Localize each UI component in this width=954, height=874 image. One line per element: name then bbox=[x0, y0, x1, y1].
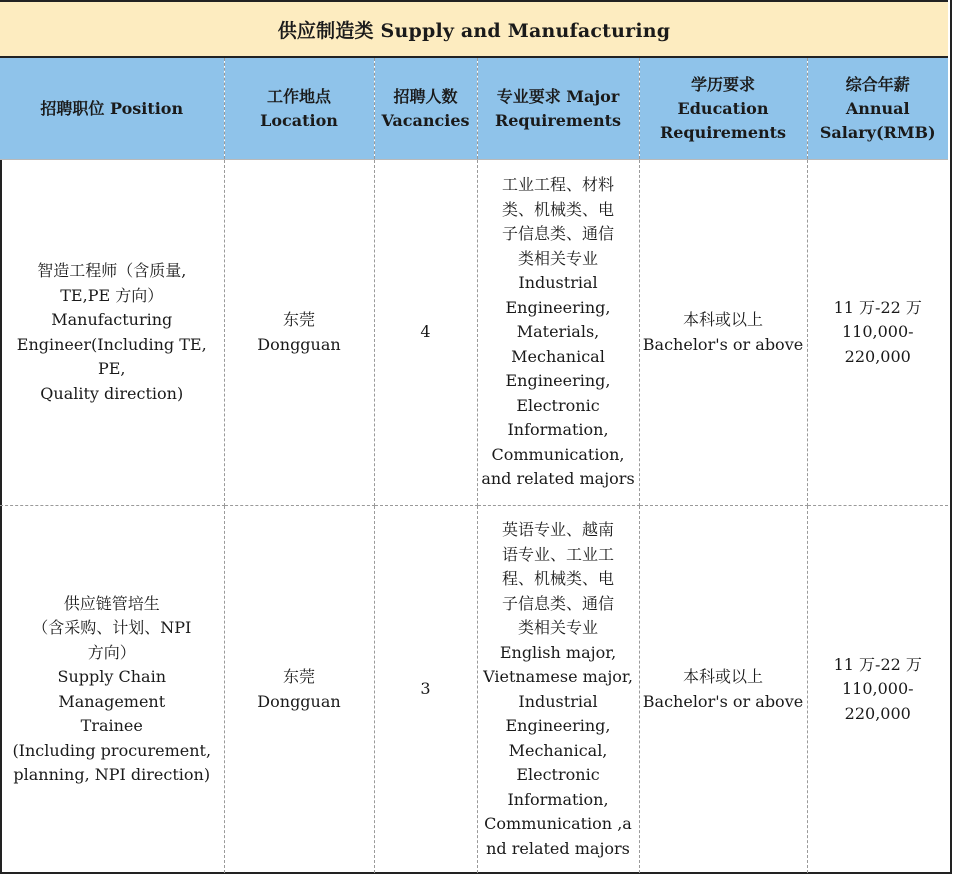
cell-line: Requirements bbox=[659, 122, 787, 142]
cell-location bbox=[224, 160, 374, 506]
cell-line: Engineering, bbox=[505, 371, 611, 391]
cell-line: Engineer(Including TE, PE, bbox=[16, 334, 207, 378]
title-text: 供应制造类 Supply and Manufacturing bbox=[277, 19, 671, 42]
cell-line: 类相关专业 bbox=[517, 618, 598, 637]
cell-major bbox=[477, 506, 639, 874]
cell-position bbox=[0, 506, 224, 874]
cell-line: Bachelor's or above bbox=[642, 334, 804, 354]
cell-line: 方向） bbox=[87, 642, 136, 662]
header-education bbox=[639, 58, 807, 160]
cell-line: 专业要求 Major bbox=[496, 86, 620, 106]
table-row bbox=[0, 506, 948, 874]
cell-line: Annual bbox=[845, 98, 910, 118]
cell-position bbox=[0, 160, 224, 506]
cell-line: 110,000- bbox=[841, 679, 914, 699]
cell-line: 220,000 bbox=[844, 346, 911, 366]
cell-line: 程、机械类、电 bbox=[501, 569, 614, 588]
cell-line: 招聘职位 Position bbox=[40, 98, 184, 118]
cell-vacancies bbox=[374, 506, 477, 874]
cell-line: 东莞 bbox=[282, 310, 315, 329]
cell-line: 综合年薪 bbox=[845, 74, 910, 94]
cell-line: Education bbox=[677, 98, 769, 118]
cell-line: 供应链管培生 bbox=[63, 593, 160, 613]
cell-line: and related majors bbox=[481, 469, 635, 489]
cell-line: Vietnamese major, bbox=[483, 667, 633, 686]
cell-line: Engineering, bbox=[505, 716, 611, 735]
cell-major bbox=[477, 160, 639, 506]
cell-line: Electronic bbox=[516, 395, 600, 415]
cell-line: 11 万-22 万 bbox=[833, 654, 922, 674]
cell-location bbox=[224, 506, 374, 874]
table-row bbox=[0, 160, 948, 506]
cell-line: Information, bbox=[507, 420, 609, 440]
cell-line: 4 bbox=[420, 322, 431, 342]
cell-line: Industrial bbox=[518, 691, 598, 711]
cell-line: （含采购、计划、NPI bbox=[32, 618, 192, 637]
header-position bbox=[0, 58, 224, 160]
cell-line: (Including procurement, bbox=[12, 740, 212, 760]
cell-line: Location bbox=[260, 110, 338, 130]
cell-line: 本科或以上 bbox=[682, 667, 763, 686]
cell-line: 类相关专业 bbox=[517, 248, 598, 268]
cell-line: Supply Chain Management bbox=[57, 667, 166, 711]
cell-line: Bachelor's or above bbox=[642, 691, 804, 711]
cell-line: Vacancies bbox=[381, 110, 470, 130]
cell-line: Requirements bbox=[494, 110, 622, 130]
cell-line: nd related majors bbox=[486, 838, 630, 858]
cell-salary bbox=[807, 506, 948, 874]
cell-line: Mechanical bbox=[511, 346, 605, 366]
header-row bbox=[0, 58, 948, 160]
cell-line: Communication, bbox=[491, 444, 625, 464]
cell-line: Dongguan bbox=[257, 334, 341, 354]
cell-line: Industrial bbox=[518, 273, 598, 293]
cell-line: TE,PE 方向） bbox=[60, 285, 164, 305]
cell-line: Quality direction) bbox=[40, 383, 184, 403]
cell-line: 本科或以上 bbox=[682, 310, 763, 329]
cell-line: 11 万-22 万 bbox=[833, 297, 922, 317]
cell-line: 子信息类、通信 bbox=[501, 224, 614, 244]
cell-line: 招聘人数 bbox=[393, 86, 458, 106]
cell-line: Mechanical, bbox=[508, 740, 608, 760]
cell-line: Trainee bbox=[80, 716, 143, 735]
cell-line: Information, bbox=[507, 789, 609, 809]
cell-line: 110,000- bbox=[841, 322, 914, 342]
cell-line: planning, NPI direction) bbox=[13, 765, 211, 784]
cell-line: Engineering, bbox=[505, 297, 611, 317]
cell-line: Materials, bbox=[516, 322, 600, 342]
cell-line: 220,000 bbox=[844, 703, 911, 723]
cell-salary bbox=[807, 160, 948, 506]
cell-line: Dongguan bbox=[257, 691, 341, 711]
cell-line: Salary(RMB) bbox=[819, 122, 936, 142]
header-vacancies bbox=[374, 58, 477, 160]
cell-line: 东莞 bbox=[282, 667, 315, 686]
cell-vacancies bbox=[374, 160, 477, 506]
cell-line: Communication ,a bbox=[484, 814, 632, 833]
header-major bbox=[477, 58, 639, 160]
cell-line: 英语专业、越南 bbox=[501, 520, 614, 539]
recruitment-table bbox=[0, 58, 948, 873]
header-salary bbox=[807, 58, 948, 160]
page-title bbox=[0, 0, 948, 58]
cell-line: Electronic bbox=[516, 765, 600, 784]
cell-education bbox=[639, 506, 807, 874]
cell-line: 3 bbox=[420, 679, 431, 699]
cell-line: 语专业、工业工 bbox=[501, 544, 614, 564]
cell-line: 类、机械类、电 bbox=[501, 199, 614, 219]
cell-line: 智造工程师（含质量, bbox=[37, 261, 187, 280]
cell-education bbox=[639, 160, 807, 506]
cell-line: 子信息类、通信 bbox=[501, 593, 614, 613]
cell-line: Manufacturing bbox=[51, 310, 173, 329]
cell-line: 工作地点 bbox=[266, 86, 331, 106]
header-location bbox=[224, 58, 374, 160]
cell-line: 学历要求 bbox=[690, 74, 755, 94]
cell-line: 工业工程、材料 bbox=[501, 175, 614, 195]
cell-line: English major, bbox=[499, 642, 617, 662]
